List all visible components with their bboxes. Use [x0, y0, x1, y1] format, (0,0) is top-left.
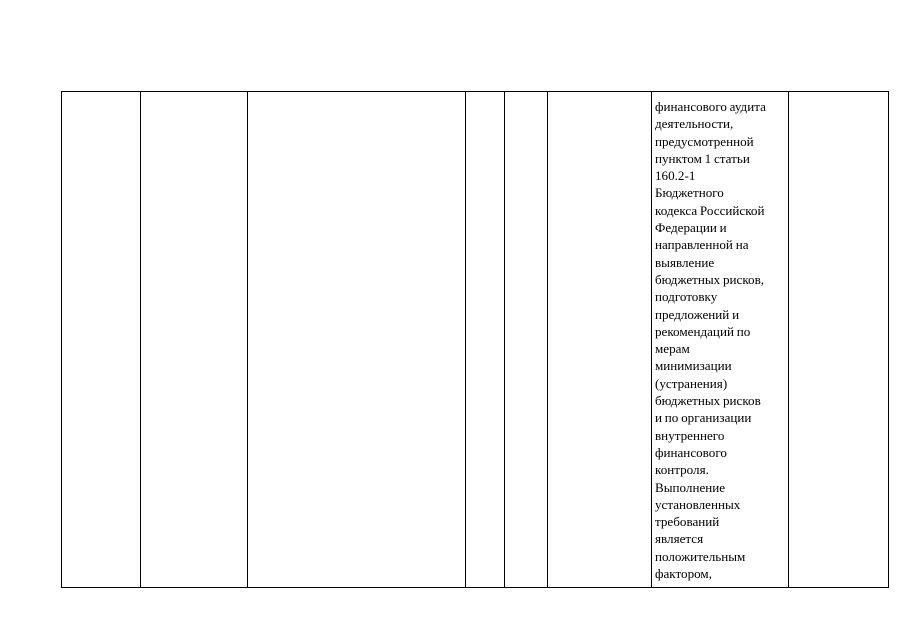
table-cell-4: [466, 92, 505, 588]
table-row: [62, 92, 889, 588]
table-cell-5: [505, 92, 548, 588]
table-cell-1: [62, 92, 141, 588]
table-cell-3: [248, 92, 466, 588]
table-cell-6: [548, 92, 652, 588]
table-cell-9: [789, 92, 889, 588]
document-table: [61, 91, 889, 588]
description-text: финансового аудита деятельности, предусмотренной пунктом 1 статьи 160.2-1 Бюджетного кодекса Российской Федерации и направленной на выявление бюджетных рисков, подготовку предложений и рекомендаций по мерам минимизации (устранения) бюджетных рисков и по организации внутреннего финансового контроля. Выполнение установленных требований является положительным фактором,: [655, 99, 766, 582]
table-cell-2: [141, 92, 248, 588]
table-cell-description: [652, 92, 789, 588]
